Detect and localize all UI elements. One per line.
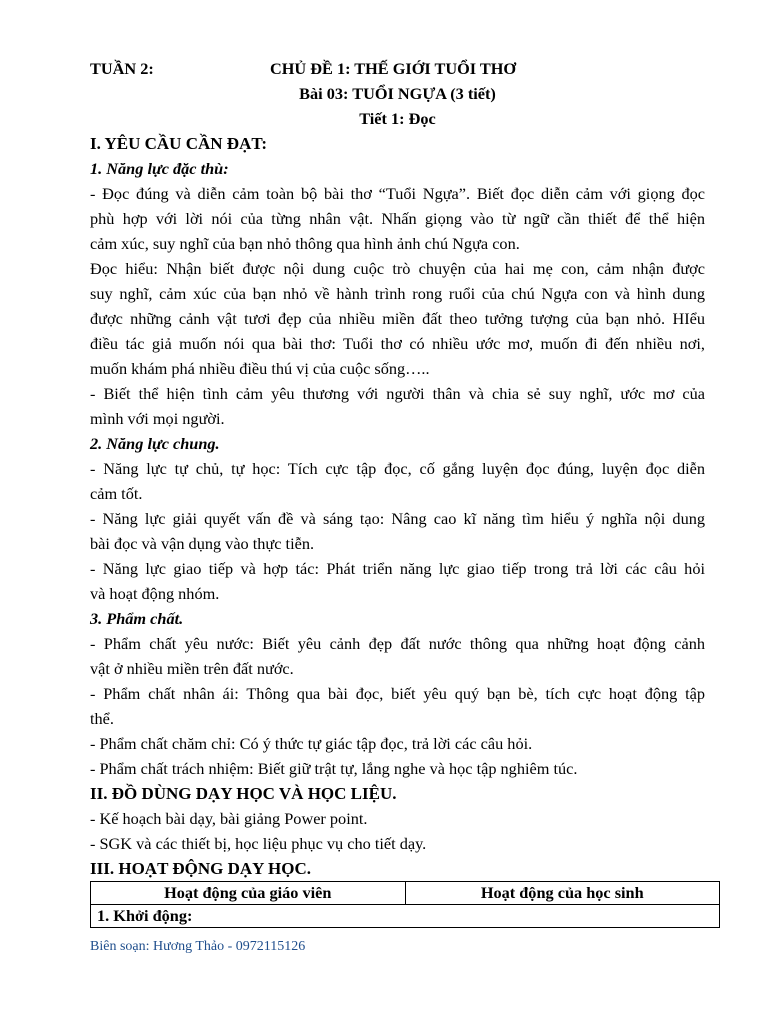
paragraph-line: Đọc hiểu: Nhận biết được nội dung cuộc trò chuyện của hai mẹ con, cảm nhận được: [90, 259, 705, 278]
paragraph-line: điều tác giả muốn nói qua bài thơ: Tuổi thơ có nhiều ước mơ, muốn đi đến nhiều nơi,: [90, 334, 705, 353]
topic-title: CHỦ ĐỀ 1: THẾ GIỚI TUỔI THƠ: [270, 59, 517, 78]
paragraph-line: suy nghĩ, cảm xúc của bạn nhỏ về hành trình rong ruổi của chú Ngựa con và hình dung: [90, 284, 705, 303]
paragraph-line: - Năng lực giao tiếp và hợp tác: Phát triển năng lực giao tiếp trong trả lời các câu hỏi: [90, 559, 705, 578]
paragraph-line: - Phẩm chất yêu nước: Biết yêu cảnh đẹp đất nước thông qua những hoạt động cảnh: [90, 634, 705, 653]
paragraph-line: cảm tốt.: [90, 484, 143, 503]
table-row: [91, 905, 720, 928]
student-column-header: Hoạt động của học sinh: [405, 882, 720, 905]
section-3-heading: III. HOẠT ĐỘNG DẠY HỌC.: [90, 859, 312, 878]
paragraph-line: cảm xúc, suy nghĩ của bạn nhỏ thông qua hình ảnh chú Ngựa con.: [90, 234, 520, 253]
activity-table: [90, 881, 720, 928]
paragraph-line: thể.: [90, 709, 114, 728]
paragraph-line: mình với mọi người.: [90, 409, 225, 428]
section-2-heading: II. ĐỒ DÙNG DẠY HỌC VÀ HỌC LIỆU.: [90, 784, 397, 803]
paragraph-line: - Phẩm chất chăm chỉ: Có ý thức tự giác tập đọc, trả lời các câu hỏi.: [90, 734, 533, 753]
warmup-row-label: 1. Khởi động:: [91, 905, 720, 928]
paragraph-line: - Phẩm chất trách nhiệm: Biết giữ trật tự, lắng nghe và học tập nghiêm túc.: [90, 759, 578, 778]
paragraph-line: muốn khám phá nhiều điều thú vị của cuộc sống…..: [90, 359, 430, 378]
lesson-title: Bài 03: TUỔI NGỰA (3 tiết): [299, 84, 496, 103]
paragraph-line: và hoạt động nhóm.: [90, 584, 220, 603]
paragraph-line: bài đọc và vận dụng vào thực tiễn.: [90, 534, 315, 553]
paragraph-line: - Kế hoạch bài dạy, bài giảng Power point.: [90, 809, 368, 828]
paragraph-line: phù hợp với lời nói của từng nhân vật. Nhấn giọng vào từ ngữ cần thiết để thể hiện: [90, 209, 705, 228]
section-1-sub2-heading: 2. Năng lực chung.: [90, 434, 220, 453]
section-1-sub1-heading: 1. Năng lực đặc thù:: [90, 159, 229, 178]
author-credit: Biên soạn: Hương Thảo - 0972115126: [90, 939, 306, 954]
paragraph-line: - Năng lực tự chủ, tự học: Tích cực tập đọc, cố gắng luyện đọc đúng, luyện đọc diễn: [90, 459, 705, 478]
week-label: TUẦN 2:: [90, 59, 154, 78]
paragraph-line: - Phẩm chất nhân ái: Thông qua bài đọc, biết yêu quý bạn bè, tích cực hoạt động tập: [90, 684, 705, 703]
paragraph-line: - Đọc đúng và diễn cảm toàn bộ bài thơ “Tuổi Ngựa”. Biết đọc diễn cảm với giọng đọc: [90, 184, 705, 203]
section-1-sub3-heading: 3. Phẩm chất.: [90, 609, 184, 628]
section-1-heading: I. YÊU CẦU CẦN ĐẠT:: [90, 134, 268, 153]
paragraph-line: được những cảnh vật tươi đẹp của nhiều miền đất theo tưởng tượng của bạn nhỏ. HIểu: [90, 309, 705, 328]
period-title: Tiết 1: Đọc: [359, 109, 436, 128]
paragraph-line: - Năng lực giải quyết vấn đề và sáng tạo: Nâng cao kĩ năng tìm hiểu ý nghĩa nội dung: [90, 509, 705, 528]
teacher-column-header: Hoạt động của giáo viên: [91, 882, 406, 905]
paragraph-line: vật ở nhiều miền trên đất nước.: [90, 659, 294, 678]
table-header-row: [91, 882, 720, 905]
paragraph-line: - Biết thể hiện tình cảm yêu thương với người thân và chia sẻ suy nghĩ, ước mơ của: [90, 384, 705, 403]
paragraph-line: - SGK và các thiết bị, học liệu phục vụ cho tiết dạy.: [90, 834, 427, 853]
